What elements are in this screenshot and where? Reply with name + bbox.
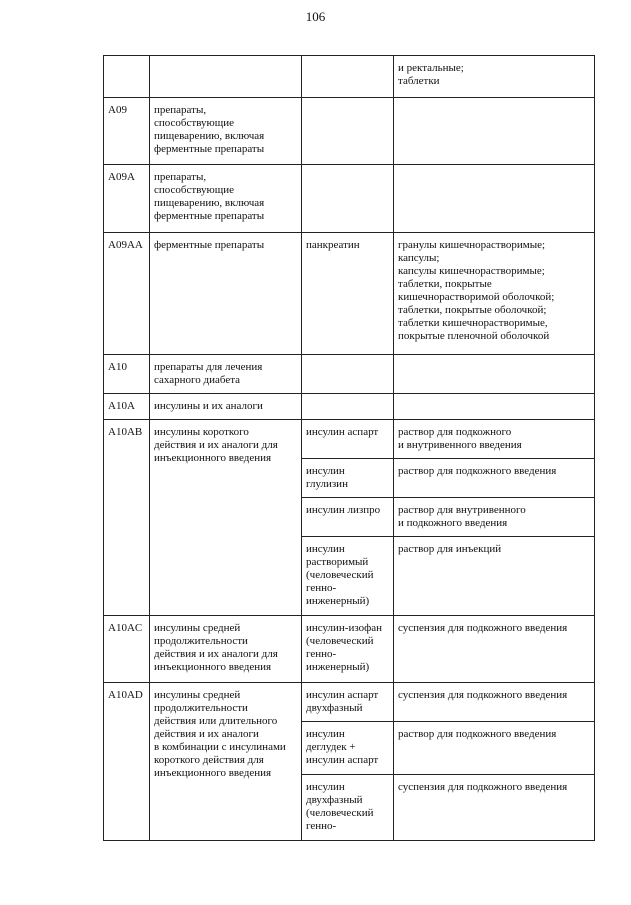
dosage-form: раствор для внутривенного и подкожного введения	[398, 504, 526, 529]
dosage-form-cell	[394, 56, 595, 98]
table-row	[104, 394, 595, 420]
atc-code-cell	[104, 683, 150, 841]
dosage-form: раствор для подкожного введения	[398, 465, 557, 477]
inn-cell	[302, 537, 394, 616]
group-name-cell	[150, 616, 302, 683]
dosage-form-cell	[394, 616, 595, 683]
inn-name: инсулин аспарт	[306, 426, 379, 438]
table-row	[104, 165, 595, 233]
dosage-form-cell	[394, 394, 595, 420]
atc-code-cell	[104, 616, 150, 683]
drug-table	[103, 55, 595, 841]
dosage-form-cell	[394, 537, 595, 616]
inn-name: инсулин-изофан (человеческий генно- инженерный)	[306, 622, 383, 673]
dosage-form-cell	[394, 233, 595, 355]
inn-cell	[302, 683, 394, 722]
inn-cell	[302, 56, 394, 98]
dosage-form: гранулы кишечнорастворимые; капсулы; капсулы кишечнорастворимые; таблетки, покрытые кишечнорастворимой оболочкой; таблетки, покрытые оболочкой; таблетки кишечнорастворимые, покрытые пленочной оболочкой	[398, 239, 555, 342]
dosage-form: суспензия для подкожного введения	[398, 689, 568, 701]
group-name-cell	[150, 420, 302, 616]
inn-name: инсулин растворимый (человеческий генно- инженерный)	[306, 543, 374, 607]
dosage-form-cell	[394, 420, 595, 459]
inn-name: инсулин двухфазный (человеческий генно-	[306, 781, 374, 832]
table-row	[104, 616, 595, 683]
table-row	[104, 420, 595, 459]
inn-cell	[302, 165, 394, 233]
group-name-cell	[150, 165, 302, 233]
dosage-form: и ректальные; таблетки	[398, 62, 464, 87]
atc-code-cell	[104, 355, 150, 394]
inn-cell	[302, 394, 394, 420]
inn-cell	[302, 775, 394, 841]
inn-cell	[302, 459, 394, 498]
table-row	[104, 683, 595, 722]
atc-code: A10AB	[108, 426, 143, 438]
inn-name: инсулин аспарт двухфазный	[306, 689, 379, 714]
dosage-form-cell	[394, 722, 595, 775]
group-name: препараты, способствующие пищеварению, включая ферментные препараты	[154, 171, 265, 222]
atc-code-cell	[104, 233, 150, 355]
group-name: инсулины и их аналоги	[154, 400, 263, 412]
inn-name: инсулин деглудек + инсулин аспарт	[306, 728, 379, 766]
group-name-cell	[150, 56, 302, 98]
inn-cell	[302, 420, 394, 459]
dosage-form-cell	[394, 165, 595, 233]
dosage-form-cell	[394, 683, 595, 722]
inn-name: панкреатин	[306, 239, 360, 251]
inn-cell	[302, 722, 394, 775]
atc-code-cell	[104, 56, 150, 98]
atc-code-cell	[104, 98, 150, 165]
inn-name: инсулин лизпро	[306, 504, 381, 516]
atc-code: A10AC	[108, 622, 143, 634]
atc-code-cell	[104, 420, 150, 616]
group-name: препараты для лечения сахарного диабета	[154, 361, 263, 386]
dosage-form: раствор для подкожного введения	[398, 728, 557, 740]
atc-code: A09	[108, 104, 127, 116]
atc-code: A09AA	[108, 239, 143, 251]
inn-cell	[302, 498, 394, 537]
group-name: препараты, способствующие пищеварению, включая ферментные препараты	[154, 104, 265, 155]
table-row	[104, 98, 595, 165]
group-name: инсулины средней продолжительности действия или длительного действия и их аналоги в комбинации с инсулинами короткого действия для инъекционного введения	[154, 689, 286, 779]
group-name-cell	[150, 233, 302, 355]
group-name: инсулины короткого действия и их аналоги для инъекционного введения	[154, 426, 278, 464]
page-number: 106	[305, 9, 326, 24]
group-name-cell	[150, 355, 302, 394]
group-name: ферментные препараты	[154, 239, 265, 251]
atc-code: A09A	[108, 171, 135, 183]
dosage-form: суспензия для подкожного введения	[398, 622, 568, 634]
dosage-form-cell	[394, 355, 595, 394]
table-row	[104, 56, 595, 98]
dosage-form: раствор для подкожного и внутривенного введения	[398, 426, 522, 451]
group-name: инсулины средней продолжительности действия и их аналоги для инъекционного введения	[154, 622, 278, 673]
table-row	[104, 233, 595, 355]
group-name-cell	[150, 683, 302, 841]
dosage-form-cell	[394, 775, 595, 841]
inn-cell	[302, 355, 394, 394]
inn-cell	[302, 98, 394, 165]
inn-name: инсулин глулизин	[306, 465, 348, 490]
atc-code-cell	[104, 394, 150, 420]
atc-code: A10	[108, 361, 127, 373]
dosage-form-cell	[394, 98, 595, 165]
inn-cell	[302, 616, 394, 683]
inn-cell	[302, 233, 394, 355]
atc-code: A10A	[108, 400, 135, 412]
dosage-form-cell	[394, 459, 595, 498]
group-name-cell	[150, 98, 302, 165]
dosage-form: раствор для инъекций	[398, 543, 502, 555]
group-name-cell	[150, 394, 302, 420]
dosage-form: суспензия для подкожного введения	[398, 781, 568, 793]
table-row	[104, 355, 595, 394]
atc-code-cell	[104, 165, 150, 233]
atc-code: A10AD	[108, 689, 143, 701]
dosage-form-cell	[394, 498, 595, 537]
